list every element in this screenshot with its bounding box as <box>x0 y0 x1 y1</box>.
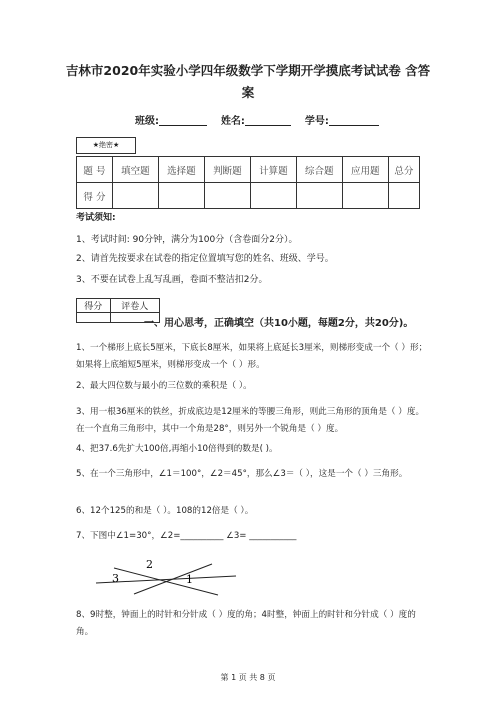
name-blank[interactable] <box>245 114 291 126</box>
grader-name-label: 评卷人 <box>110 299 159 313</box>
number-label: 学号: <box>304 116 329 127</box>
score-cell[interactable] <box>204 183 250 209</box>
angle-label-2: 2 <box>146 558 153 571</box>
confidential-badge: ★绝密★ <box>76 137 136 154</box>
row-label: 得 分 <box>77 183 113 209</box>
question-4: 4、把37.6先扩大100倍,再缩小10倍得到的数是( )。 <box>76 444 278 454</box>
grader-score-cell[interactable] <box>77 313 111 323</box>
score-cell[interactable] <box>388 183 419 209</box>
number-blank[interactable] <box>329 114 379 126</box>
section-title: 一、用心思考，正确填空（共10小题，每题2分，共20分)。 <box>144 318 414 329</box>
student-info <box>135 112 379 127</box>
question-3: 3、用一根36厘米的铁丝，折成底边是12厘米的等腰三角形，则此三角形的顶角是（ ）度。在一个直角三角形中，其中一个角是28°，则另外一个锐角是（ ）度。 <box>76 407 425 434</box>
angle-label-1: 1 <box>186 573 193 586</box>
header-cell: 判断题 <box>204 157 250 183</box>
score-cell[interactable] <box>296 183 342 209</box>
score-table <box>76 156 420 209</box>
score-cell[interactable] <box>250 183 296 209</box>
class-label: 班级: <box>135 116 159 127</box>
title-line-2: 案 <box>241 85 255 100</box>
header-cell: 题 号 <box>77 157 113 183</box>
header-cell: 应用题 <box>342 157 388 183</box>
question-6: 6、12个125的和是（ ）。108的12倍是（ ）。 <box>76 506 254 516</box>
notice-item: 2、请首先按要求在试卷的指定位置填写您的姓名、班级、学号。 <box>76 254 334 264</box>
angle-figure <box>90 556 240 598</box>
class-blank[interactable] <box>159 114 207 126</box>
title-line-1: 吉林市2020年实验小学四年级数学下学期开学摸底考试试卷 含答 <box>65 63 431 78</box>
header-cell: 总分 <box>388 157 419 183</box>
page-footer: 第 1 页 共 8 页 <box>220 673 276 682</box>
question-8: 8、9时整，钟面上的时针和分针成（ ）度的角；4时整，钟面上的时针和分针成（ ）度的角。 <box>76 610 416 637</box>
notice-title: 考试须知: <box>76 213 116 223</box>
score-cell[interactable] <box>342 183 388 209</box>
notice-item: 1、考试时间: 90分钟，满分为100分（含卷面分2分）。 <box>76 235 298 245</box>
name-label: 姓名: <box>220 116 245 127</box>
question-2: 2、最大四位数与最小的三位数的乘积是（ ）。 <box>76 381 252 391</box>
score-table-row <box>77 183 420 209</box>
question-1: 1、一个梯形上底长5厘米，下底长8厘米，如果将上底延长3厘米，则梯形变成一个（ ）形；如果将上底缩短5厘米，则梯形变成一个（ ）形。 <box>76 343 428 370</box>
score-cell[interactable] <box>158 183 204 209</box>
header-cell: 选择题 <box>158 157 204 183</box>
question-5: 5、在一个三角形中，∠1＝100°，∠2＝45°，那么∠3＝（ ），这是一个（ ）三角形。 <box>76 469 408 479</box>
header-cell: 计算题 <box>250 157 296 183</box>
angle-label-3: 3 <box>112 572 119 585</box>
grader-score-label: 得分 <box>77 299 111 313</box>
score-cell[interactable] <box>112 183 158 209</box>
score-table-header <box>77 157 420 183</box>
exam-title <box>40 60 456 104</box>
header-cell: 综合题 <box>296 157 342 183</box>
header-cell: 填空题 <box>112 157 158 183</box>
notice-item: 3、不要在试卷上乱写乱画，卷面不整洁扣2分。 <box>76 275 268 285</box>
question-7: 7、下图中∠1=30°，∠2=__________ ∠3= ___________ <box>76 531 297 541</box>
